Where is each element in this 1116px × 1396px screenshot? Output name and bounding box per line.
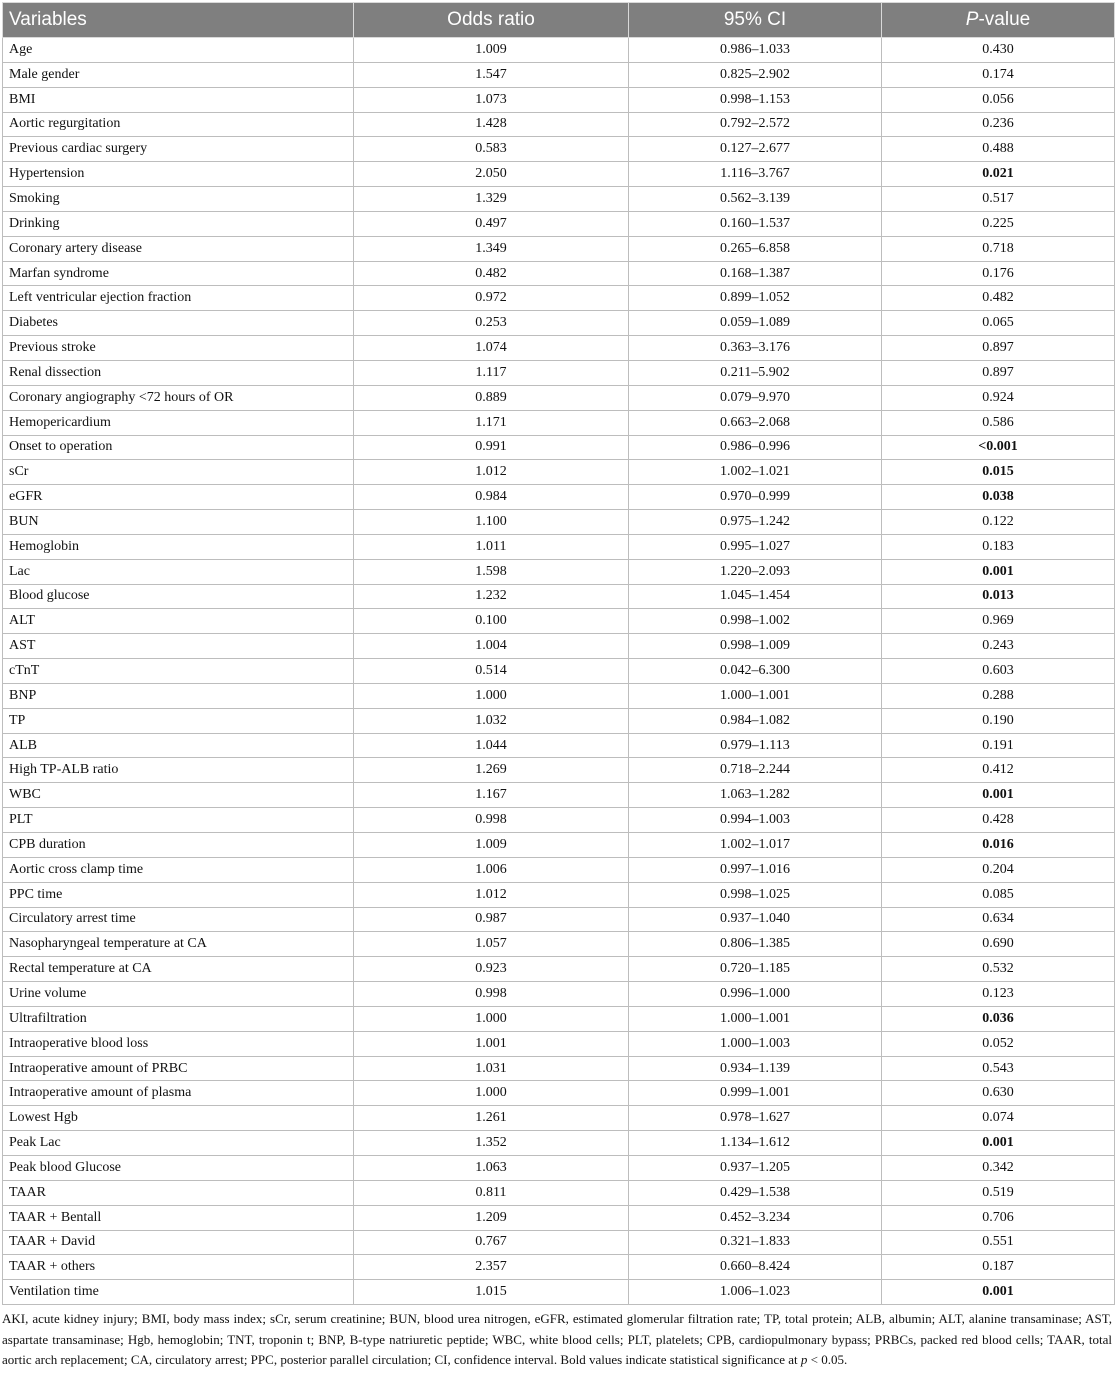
cell-variable: Marfan syndrome	[3, 261, 354, 286]
table-row	[3, 857, 1115, 882]
cell-p-value: 0.488	[882, 137, 1115, 162]
cell-ci: 0.720–1.185	[629, 957, 882, 982]
cell-variable: Hypertension	[3, 162, 354, 187]
cell-ci: 1.002–1.017	[629, 833, 882, 858]
cell-ci: 0.986–0.996	[629, 435, 882, 460]
cell-ci: 0.718–2.244	[629, 758, 882, 783]
cell-variable: Ventilation time	[3, 1280, 354, 1305]
table-row	[3, 957, 1115, 982]
cell-odds-ratio: 1.063	[354, 1155, 629, 1180]
cell-odds-ratio: 2.357	[354, 1255, 629, 1280]
cell-ci: 1.000–1.001	[629, 1006, 882, 1031]
cell-p-value: 0.412	[882, 758, 1115, 783]
cell-p-value: 0.036	[882, 1006, 1115, 1031]
cell-ci: 0.127–2.677	[629, 137, 882, 162]
cell-ci: 0.792–2.572	[629, 112, 882, 137]
cell-odds-ratio: 1.000	[354, 683, 629, 708]
table-row	[3, 634, 1115, 659]
cell-ci: 0.663–2.068	[629, 410, 882, 435]
header-ci: 95% CI	[629, 3, 882, 38]
table-row	[3, 385, 1115, 410]
cell-odds-ratio: 0.482	[354, 261, 629, 286]
cell-odds-ratio: 1.009	[354, 833, 629, 858]
header-p-suffix: -value	[978, 9, 1031, 30]
table-row	[3, 659, 1115, 684]
table-row	[3, 1031, 1115, 1056]
table-row	[3, 932, 1115, 957]
cell-p-value: 0.015	[882, 460, 1115, 485]
cell-variable: Nasopharyngeal temperature at CA	[3, 932, 354, 957]
cell-ci: 0.937–1.205	[629, 1155, 882, 1180]
cell-variable: Renal dissection	[3, 360, 354, 385]
cell-odds-ratio: 1.598	[354, 559, 629, 584]
cell-odds-ratio: 1.015	[354, 1280, 629, 1305]
cell-p-value: 0.428	[882, 808, 1115, 833]
table-row	[3, 907, 1115, 932]
table-row	[3, 137, 1115, 162]
cell-p-value: 0.342	[882, 1155, 1115, 1180]
table-row	[3, 360, 1115, 385]
cell-p-value: 0.897	[882, 336, 1115, 361]
cell-odds-ratio: 0.923	[354, 957, 629, 982]
cell-variable: BMI	[3, 87, 354, 112]
footnote-p-symbol: p	[800, 1352, 808, 1367]
cell-odds-ratio: 0.583	[354, 137, 629, 162]
cell-p-value: 0.001	[882, 1131, 1115, 1156]
cell-ci: 0.970–0.999	[629, 485, 882, 510]
table-row	[3, 733, 1115, 758]
cell-odds-ratio: 1.428	[354, 112, 629, 137]
cell-ci: 0.429–1.538	[629, 1180, 882, 1205]
cell-p-value: 0.690	[882, 932, 1115, 957]
table-body	[3, 38, 1115, 1305]
table-row	[3, 1081, 1115, 1106]
cell-variable: Intraoperative amount of plasma	[3, 1081, 354, 1106]
cell-variable: Aortic cross clamp time	[3, 857, 354, 882]
cell-odds-ratio: 0.767	[354, 1230, 629, 1255]
table-row	[3, 410, 1115, 435]
table-row	[3, 982, 1115, 1007]
cell-ci: 1.134–1.612	[629, 1131, 882, 1156]
cell-odds-ratio: 1.004	[354, 634, 629, 659]
table-row	[3, 286, 1115, 311]
cell-p-value: 0.236	[882, 112, 1115, 137]
cell-odds-ratio: 1.232	[354, 584, 629, 609]
cell-p-value: 0.603	[882, 659, 1115, 684]
cell-odds-ratio: 1.006	[354, 857, 629, 882]
cell-ci: 0.995–1.027	[629, 534, 882, 559]
cell-odds-ratio: 1.100	[354, 510, 629, 535]
cell-odds-ratio: 1.547	[354, 62, 629, 87]
cell-p-value: 0.969	[882, 609, 1115, 634]
cell-odds-ratio: 0.998	[354, 808, 629, 833]
cell-p-value: 0.543	[882, 1056, 1115, 1081]
cell-ci: 1.063–1.282	[629, 783, 882, 808]
cell-ci: 1.006–1.023	[629, 1280, 882, 1305]
cell-ci: 0.042–6.300	[629, 659, 882, 684]
table-row	[3, 1155, 1115, 1180]
cell-odds-ratio: 1.171	[354, 410, 629, 435]
table-row	[3, 758, 1115, 783]
cell-ci: 1.116–3.767	[629, 162, 882, 187]
table-row	[3, 1230, 1115, 1255]
cell-variable: Previous stroke	[3, 336, 354, 361]
cell-odds-ratio: 1.044	[354, 733, 629, 758]
table-row	[3, 236, 1115, 261]
table-row	[3, 1006, 1115, 1031]
table-row	[3, 1205, 1115, 1230]
table-row	[3, 882, 1115, 907]
cell-odds-ratio: 1.167	[354, 783, 629, 808]
cell-p-value: 0.038	[882, 485, 1115, 510]
cell-p-value: 0.174	[882, 62, 1115, 87]
cell-variable: Ultrafiltration	[3, 1006, 354, 1031]
cell-variable: Left ventricular ejection fraction	[3, 286, 354, 311]
cell-odds-ratio: 1.012	[354, 882, 629, 907]
cell-variable: Smoking	[3, 187, 354, 212]
cell-variable: BNP	[3, 683, 354, 708]
table-row	[3, 708, 1115, 733]
table-row	[3, 808, 1115, 833]
cell-p-value: 0.519	[882, 1180, 1115, 1205]
cell-odds-ratio: 1.329	[354, 187, 629, 212]
table-footnote	[2, 1309, 1112, 1371]
table-row	[3, 1180, 1115, 1205]
cell-variable: Diabetes	[3, 311, 354, 336]
cell-ci: 0.059–1.089	[629, 311, 882, 336]
cell-ci: 0.994–1.003	[629, 808, 882, 833]
table-row	[3, 833, 1115, 858]
cell-ci: 0.984–1.082	[629, 708, 882, 733]
results-table	[2, 2, 1115, 1305]
cell-ci: 1.002–1.021	[629, 460, 882, 485]
cell-p-value: 0.482	[882, 286, 1115, 311]
cell-ci: 0.937–1.040	[629, 907, 882, 932]
cell-ci: 0.660–8.424	[629, 1255, 882, 1280]
cell-ci: 1.220–2.093	[629, 559, 882, 584]
cell-ci: 1.045–1.454	[629, 584, 882, 609]
cell-variable: ALB	[3, 733, 354, 758]
cell-odds-ratio: 0.253	[354, 311, 629, 336]
cell-ci: 0.996–1.000	[629, 982, 882, 1007]
cell-ci: 0.998–1.025	[629, 882, 882, 907]
cell-p-value: 0.021	[882, 162, 1115, 187]
cell-variable: BUN	[3, 510, 354, 535]
cell-variable: TAAR + David	[3, 1230, 354, 1255]
cell-ci: 0.265–6.858	[629, 236, 882, 261]
cell-variable: sCr	[3, 460, 354, 485]
cell-variable: Aortic regurgitation	[3, 112, 354, 137]
cell-ci: 0.452–3.234	[629, 1205, 882, 1230]
cell-variable: cTnT	[3, 659, 354, 684]
cell-ci: 0.825–2.902	[629, 62, 882, 87]
footnote-text: AKI, acute kidney injury; BMI, body mass index; sCr, serum creatinine; BUN, blood urea nitrogen, eGFR, estimated glomerular filtration rate; TP, total protein; ALB, albumin; ALT, alanine transaminase; AST, aspartate transaminase; Hgb, hemoglobin; TNT, troponin t; BNP, B-type natriuretic peptide; WBC, white blood cells; PLT, platelets; CPB, cardiopulmonary bypass; PRBCs, packed red blood cells; TAAR, total aortic arch replacement; CA, circulatory arrest; PPC, posterior parallel circulation; CI, confidence interval. Bold values indicate statistical significance at	[2, 1311, 1112, 1367]
table-row	[3, 211, 1115, 236]
cell-ci: 0.160–1.537	[629, 211, 882, 236]
cell-ci: 0.363–3.176	[629, 336, 882, 361]
table-row	[3, 609, 1115, 634]
table-row	[3, 584, 1115, 609]
cell-p-value: 0.074	[882, 1106, 1115, 1131]
cell-variable: eGFR	[3, 485, 354, 510]
cell-variable: Intraoperative blood loss	[3, 1031, 354, 1056]
cell-variable: Lowest Hgb	[3, 1106, 354, 1131]
cell-p-value: 0.001	[882, 1280, 1115, 1305]
cell-p-value: 0.225	[882, 211, 1115, 236]
header-row	[3, 3, 1115, 38]
cell-variable: CPB duration	[3, 833, 354, 858]
cell-variable: Male gender	[3, 62, 354, 87]
cell-ci: 1.000–1.001	[629, 683, 882, 708]
cell-p-value: 0.191	[882, 733, 1115, 758]
cell-odds-ratio: 0.100	[354, 609, 629, 634]
cell-variable: Blood glucose	[3, 584, 354, 609]
header-p-letter: P	[965, 9, 979, 30]
cell-variable: Age	[3, 38, 354, 63]
cell-ci: 0.999–1.001	[629, 1081, 882, 1106]
table-row	[3, 1056, 1115, 1081]
table-row	[3, 87, 1115, 112]
cell-p-value: 0.187	[882, 1255, 1115, 1280]
cell-variable: Circulatory arrest time	[3, 907, 354, 932]
table-row	[3, 187, 1115, 212]
header-odds-ratio: Odds ratio	[354, 3, 629, 38]
cell-odds-ratio: 0.984	[354, 485, 629, 510]
cell-odds-ratio: 0.889	[354, 385, 629, 410]
cell-odds-ratio: 0.514	[354, 659, 629, 684]
cell-p-value: 0.551	[882, 1230, 1115, 1255]
cell-p-value: 0.634	[882, 907, 1115, 932]
table-row	[3, 460, 1115, 485]
cell-variable: TP	[3, 708, 354, 733]
cell-odds-ratio: 1.031	[354, 1056, 629, 1081]
table-row	[3, 1131, 1115, 1156]
cell-odds-ratio: 1.000	[354, 1006, 629, 1031]
table-row	[3, 62, 1115, 87]
cell-ci: 0.079–9.970	[629, 385, 882, 410]
cell-variable: TAAR	[3, 1180, 354, 1205]
cell-odds-ratio: 0.987	[354, 907, 629, 932]
cell-variable: Peak Lac	[3, 1131, 354, 1156]
cell-odds-ratio: 0.811	[354, 1180, 629, 1205]
cell-odds-ratio: 1.349	[354, 236, 629, 261]
cell-variable: PLT	[3, 808, 354, 833]
cell-variable: Lac	[3, 559, 354, 584]
cell-p-value: 0.056	[882, 87, 1115, 112]
cell-p-value: 0.085	[882, 882, 1115, 907]
cell-p-value: 0.013	[882, 584, 1115, 609]
cell-odds-ratio: 1.269	[354, 758, 629, 783]
table-row	[3, 435, 1115, 460]
table-row	[3, 38, 1115, 63]
table-row	[3, 510, 1115, 535]
table-row	[3, 336, 1115, 361]
cell-p-value: 0.176	[882, 261, 1115, 286]
cell-variable: Intraoperative amount of PRBC	[3, 1056, 354, 1081]
table-row	[3, 783, 1115, 808]
cell-p-value: 0.001	[882, 783, 1115, 808]
cell-variable: Previous cardiac surgery	[3, 137, 354, 162]
cell-ci: 0.997–1.016	[629, 857, 882, 882]
table-row	[3, 1280, 1115, 1305]
cell-odds-ratio: 0.972	[354, 286, 629, 311]
cell-p-value: <0.001	[882, 435, 1115, 460]
cell-ci: 0.934–1.139	[629, 1056, 882, 1081]
cell-ci: 0.998–1.153	[629, 87, 882, 112]
cell-p-value: 0.517	[882, 187, 1115, 212]
cell-odds-ratio: 1.117	[354, 360, 629, 385]
cell-ci: 0.806–1.385	[629, 932, 882, 957]
cell-p-value: 0.288	[882, 683, 1115, 708]
table-row	[3, 261, 1115, 286]
cell-p-value: 0.532	[882, 957, 1115, 982]
cell-odds-ratio: 1.352	[354, 1131, 629, 1156]
cell-p-value: 0.190	[882, 708, 1115, 733]
cell-variable: Urine volume	[3, 982, 354, 1007]
cell-variable: TAAR + others	[3, 1255, 354, 1280]
cell-odds-ratio: 1.011	[354, 534, 629, 559]
table-row	[3, 162, 1115, 187]
table-row	[3, 1255, 1115, 1280]
header-variables: Variables	[3, 3, 354, 38]
cell-p-value: 0.897	[882, 360, 1115, 385]
cell-variable: TAAR + Bentall	[3, 1205, 354, 1230]
cell-p-value: 0.630	[882, 1081, 1115, 1106]
table-row	[3, 485, 1115, 510]
cell-variable: ALT	[3, 609, 354, 634]
cell-odds-ratio: 1.001	[354, 1031, 629, 1056]
cell-ci: 0.562–3.139	[629, 187, 882, 212]
cell-ci: 0.321–1.833	[629, 1230, 882, 1255]
cell-p-value: 0.204	[882, 857, 1115, 882]
cell-variable: WBC	[3, 783, 354, 808]
table-row	[3, 534, 1115, 559]
cell-odds-ratio: 0.497	[354, 211, 629, 236]
cell-odds-ratio: 2.050	[354, 162, 629, 187]
cell-variable: Coronary artery disease	[3, 236, 354, 261]
cell-odds-ratio: 1.009	[354, 38, 629, 63]
cell-ci: 0.979–1.113	[629, 733, 882, 758]
cell-p-value: 0.718	[882, 236, 1115, 261]
cell-ci: 0.998–1.009	[629, 634, 882, 659]
footnote-threshold: < 0.05.	[807, 1352, 848, 1367]
cell-p-value: 0.016	[882, 833, 1115, 858]
cell-odds-ratio: 1.000	[354, 1081, 629, 1106]
cell-odds-ratio: 1.057	[354, 932, 629, 957]
cell-ci: 0.998–1.002	[629, 609, 882, 634]
cell-ci: 0.899–1.052	[629, 286, 882, 311]
cell-p-value: 0.183	[882, 534, 1115, 559]
cell-odds-ratio: 1.032	[354, 708, 629, 733]
table-row	[3, 683, 1115, 708]
cell-variable: Onset to operation	[3, 435, 354, 460]
cell-p-value: 0.065	[882, 311, 1115, 336]
cell-odds-ratio: 1.073	[354, 87, 629, 112]
cell-ci: 0.986–1.033	[629, 38, 882, 63]
header-p-value	[882, 3, 1115, 38]
cell-variable: Peak blood Glucose	[3, 1155, 354, 1180]
cell-ci: 0.168–1.387	[629, 261, 882, 286]
cell-variable: Hemoglobin	[3, 534, 354, 559]
cell-p-value: 0.123	[882, 982, 1115, 1007]
cell-p-value: 0.924	[882, 385, 1115, 410]
cell-odds-ratio: 0.998	[354, 982, 629, 1007]
cell-variable: Coronary angiography <72 hours of OR	[3, 385, 354, 410]
table-row	[3, 559, 1115, 584]
table-row	[3, 1106, 1115, 1131]
cell-variable: PPC time	[3, 882, 354, 907]
cell-odds-ratio: 1.209	[354, 1205, 629, 1230]
cell-variable: Hemopericardium	[3, 410, 354, 435]
cell-odds-ratio: 1.012	[354, 460, 629, 485]
cell-odds-ratio: 0.991	[354, 435, 629, 460]
cell-p-value: 0.052	[882, 1031, 1115, 1056]
cell-p-value: 0.586	[882, 410, 1115, 435]
cell-p-value: 0.430	[882, 38, 1115, 63]
cell-odds-ratio: 1.074	[354, 336, 629, 361]
cell-variable: High TP-ALB ratio	[3, 758, 354, 783]
cell-ci: 0.978–1.627	[629, 1106, 882, 1131]
cell-variable: Drinking	[3, 211, 354, 236]
cell-p-value: 0.706	[882, 1205, 1115, 1230]
cell-ci: 0.975–1.242	[629, 510, 882, 535]
cell-ci: 1.000–1.003	[629, 1031, 882, 1056]
table-row	[3, 112, 1115, 137]
cell-ci: 0.211–5.902	[629, 360, 882, 385]
cell-odds-ratio: 1.261	[354, 1106, 629, 1131]
cell-p-value: 0.122	[882, 510, 1115, 535]
table-row	[3, 311, 1115, 336]
cell-p-value: 0.243	[882, 634, 1115, 659]
cell-variable: Rectal temperature at CA	[3, 957, 354, 982]
cell-p-value: 0.001	[882, 559, 1115, 584]
cell-variable: AST	[3, 634, 354, 659]
